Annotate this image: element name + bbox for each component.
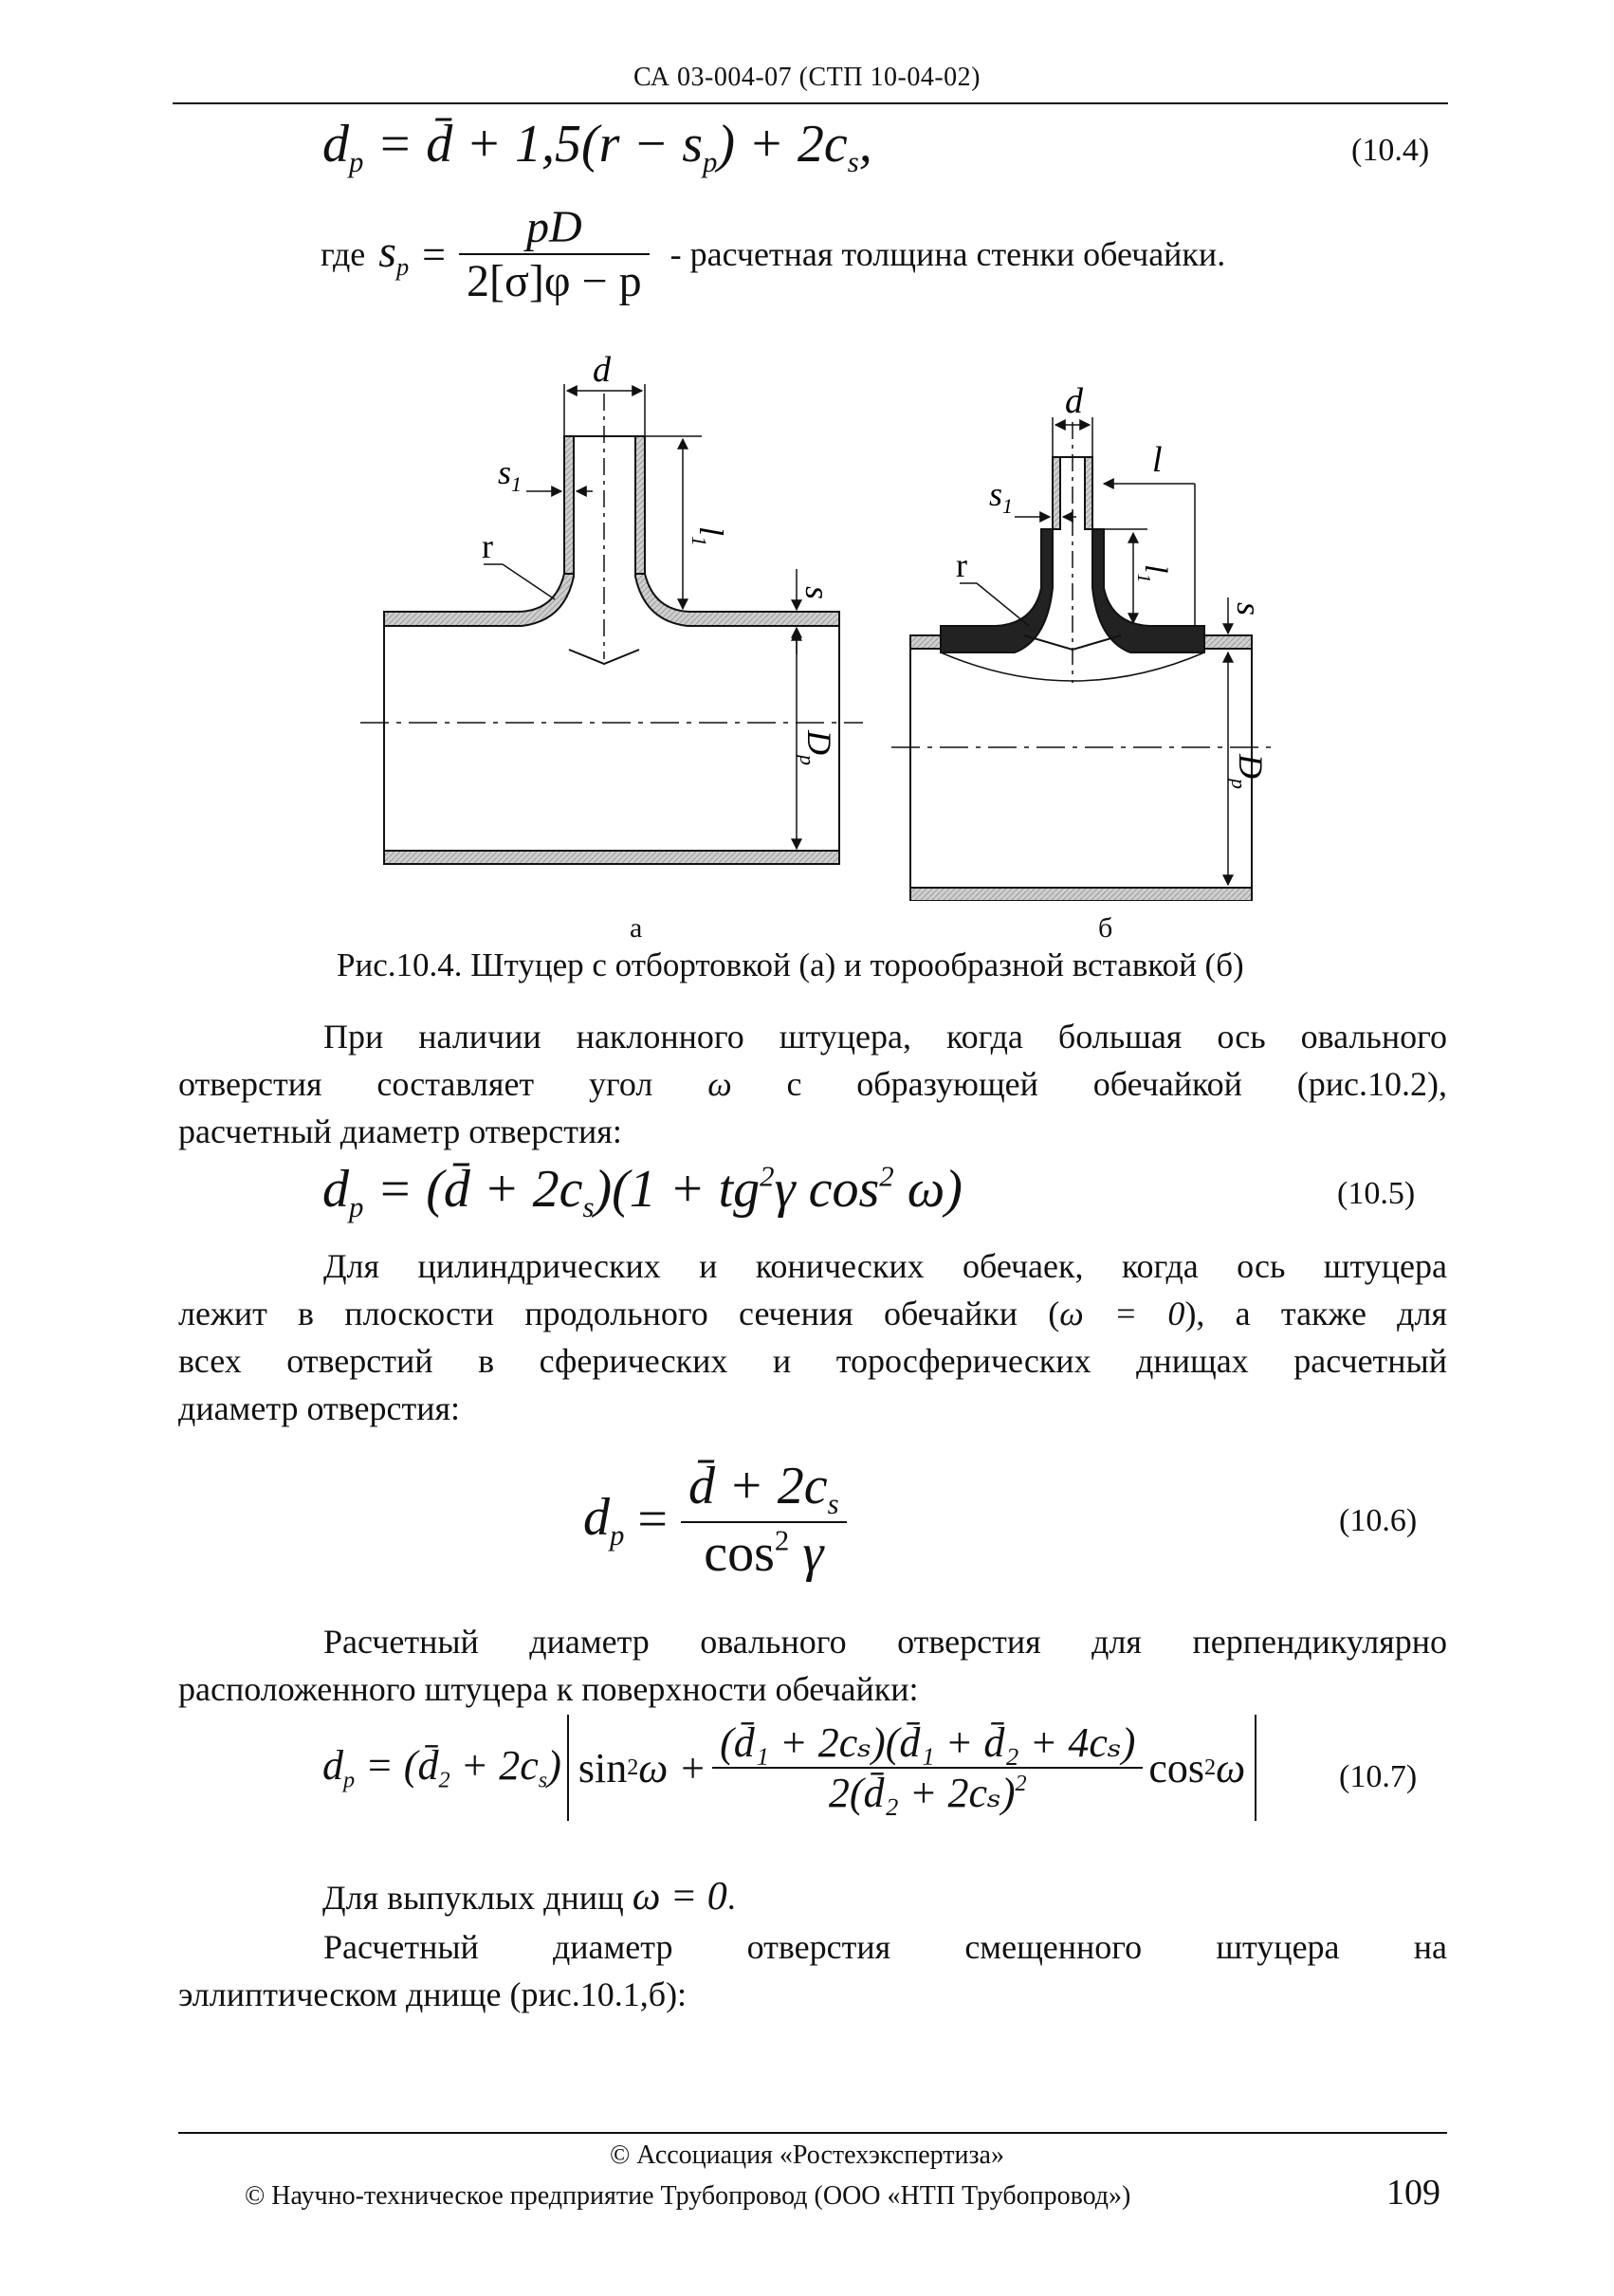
label-s1-a: $s_1$	[498, 453, 523, 496]
shell-top-wall-b-right	[1204, 635, 1252, 649]
footer-rule	[178, 2132, 1447, 2134]
label-l-b: l	[1152, 440, 1163, 480]
figure-part-a	[360, 351, 863, 864]
shell-top-wall-a	[384, 569, 574, 626]
equation-10-6: $d_p$ = $\frac{d̄ + 2c_s}{\cos^2 \gamma}$	[583, 1456, 847, 1584]
para3-line1: Расчетный диаметр овального отверстия для перпендикулярно	[323, 1623, 1447, 1661]
para5-line1: Расчетный диаметр отверстия смещенного штуцера на	[323, 1928, 1447, 1966]
where-equals: =	[422, 230, 446, 278]
header-rule	[173, 102, 1448, 104]
where-fraction: $\frac{pD}{2[\sigma]\varphi - p}$	[459, 201, 650, 307]
figure-10-4	[360, 351, 1385, 901]
paragraph-inclined-nozzle	[178, 1013, 1447, 1155]
equation-number-10-4: (10.4)	[1351, 133, 1430, 168]
footer-association: © Ассоциация «Ростехэкспертиза»	[610, 2140, 1004, 2170]
figure-caption: Рис.10.4. Штуцер с отбортовкой (а) и торообразной вставкой (б)	[337, 946, 1244, 983]
para1-line1: При наличии наклонного штуцера, когда большая ось овального	[323, 1018, 1447, 1056]
shell-bottom-wall-a	[384, 851, 839, 864]
label-s-b: s	[1230, 602, 1268, 616]
equation-number-10-7: (10.7)	[1339, 1759, 1418, 1794]
where-description: - расчетная толщина стенки обечайки.	[669, 235, 1226, 273]
para1-line2: отверстия составляет угол ω с образующей обечайкой (рис.10.2),	[178, 1065, 1447, 1103]
equation-number-10-6: (10.6)	[1339, 1503, 1418, 1538]
paragraph-oval-opening	[178, 1618, 1447, 1713]
paragraph-convex-heads: Для выпуклых днищ ω = 0.	[322, 1875, 736, 1919]
nozzle-wall-left-a	[564, 436, 574, 574]
para2-line4: диаметр отверстия:	[178, 1389, 461, 1427]
equation-number-10-5: (10.5)	[1337, 1176, 1416, 1211]
figure-part-b-label: б	[1098, 912, 1113, 944]
footer-company: © Научно-техническое предприятие Трубопровод (ООО «НТП Трубопровод»)	[245, 2181, 1131, 2211]
label-d-a: d	[593, 351, 611, 390]
para2-line1: Для цилиндрических и конических обечаек, когда ось штуцера	[323, 1247, 1447, 1285]
para3-line2: расположенного штуцера к поверхности обечайки:	[178, 1670, 919, 1708]
figure-part-b	[891, 381, 1271, 901]
nozzle-wall-right-a	[635, 436, 645, 574]
paragraph-cylindrical-shells	[178, 1242, 1447, 1432]
nozzle-wall-right-b	[1085, 457, 1092, 529]
figure-part-a-label: а	[630, 912, 643, 944]
equation-10-7: $d_p$ = $(d̄_2 + 2c_s)$ sin 2 ω + $\frac{\text{(d̄₁ + 2cₛ)(d̄₁ + d̄₂ + 4cₛ)}}{2(d̄_2 + 2c_s)^2}$ cos 2 ω	[322, 1715, 1256, 1821]
para2-line2: лежит в плоскости продольного сечения обечайки (ω = 0), а также для	[178, 1295, 1448, 1332]
label-Dp-b: $D_p$	[1227, 754, 1270, 789]
label-r-a: r	[482, 527, 493, 565]
shell-bottom-wall-b	[910, 888, 1252, 901]
toroidal-insert-right	[1092, 529, 1204, 652]
label-Dp-a: $D_p$	[796, 730, 838, 765]
where-definition-line	[321, 201, 1225, 307]
document-code-header: СА 03-004-07 (СТП 10-04-02)	[633, 63, 981, 92]
nozzle-wall-left-b	[1053, 457, 1060, 529]
where-prefix: где	[321, 235, 366, 273]
label-r-b: r	[956, 546, 967, 584]
label-s-a: s	[798, 586, 836, 600]
shell-top-wall-b-left	[910, 635, 941, 649]
where-variable: $s_p$	[378, 227, 410, 282]
paragraph-offset-nozzle	[178, 1923, 1447, 2018]
equation-10-5: $d_p$ = (d̄ + $2c_s)(1 + tg^2\gamma$ $\cos^2 \omega$)	[322, 1160, 963, 1223]
label-l1-b: $l_1$	[1133, 564, 1173, 583]
equation-10-4: $d_p$ = d̄ + $1,5(r - s_p) + 2c_s$,	[322, 115, 872, 178]
page-number: 109	[1386, 2173, 1440, 2213]
para5-line2: эллиптическом днище (рис.10.1,б):	[178, 1975, 688, 2013]
label-d-b: d	[1065, 381, 1083, 421]
para1-line3: расчетный диаметр отверстия:	[178, 1112, 622, 1150]
label-l1-a: $l_1$	[688, 526, 730, 547]
label-s1-b: $s_1$	[989, 475, 1014, 518]
para2-line3: всех отверстий в сферических и торосферических днищах расчетный	[178, 1342, 1447, 1380]
